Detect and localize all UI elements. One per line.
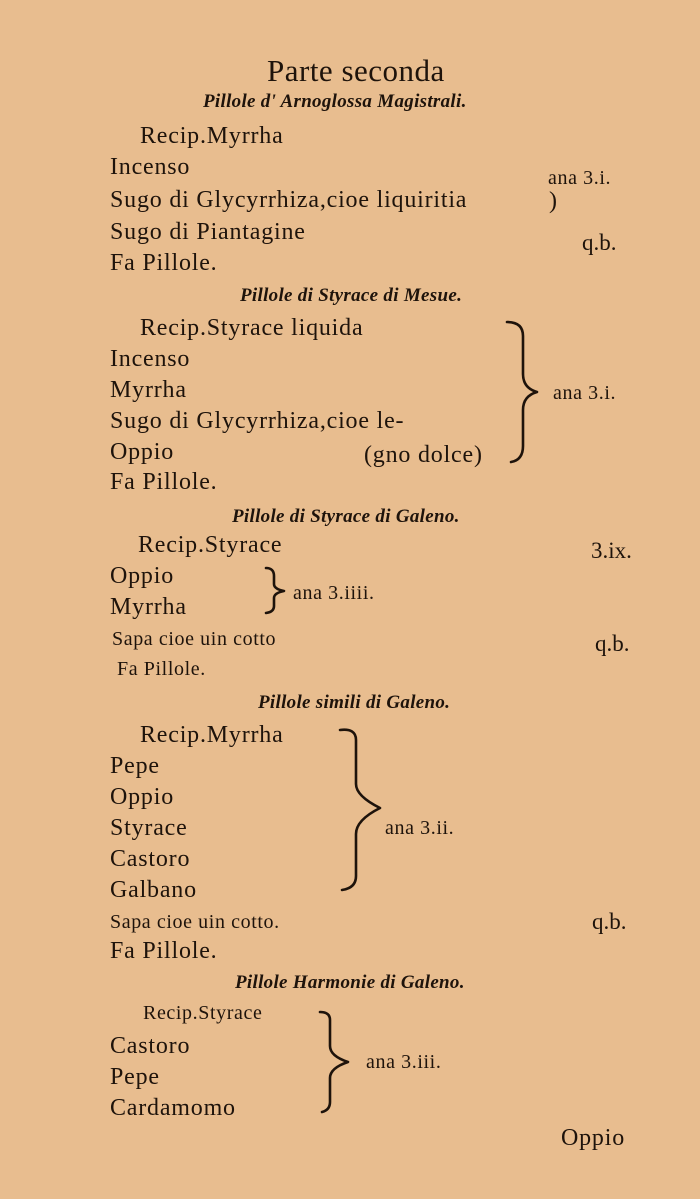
brace-icon — [338, 726, 388, 896]
ingredient-line: Castoro — [110, 846, 191, 872]
ingredient-line: Recip.Styrace — [143, 1002, 263, 1024]
ingredient-line: Sapa cioe uin cotto — [112, 628, 277, 650]
running-head: Parte seconda — [267, 53, 445, 88]
ingredient-line: Sugo di Glycyrrhiza,cioe le- — [110, 408, 405, 434]
quantum-label: q.b. — [582, 230, 617, 255]
brace-icon — [505, 318, 545, 468]
ingredient-line: Recip.Styrace — [138, 532, 283, 558]
instruction-line: Fa Pillole. — [110, 469, 218, 495]
dose-label: 3.ix. — [591, 538, 632, 563]
dose-label: ana 3.i. — [553, 382, 617, 404]
ingredient-line: Cardamomo — [110, 1095, 236, 1121]
ingredient-line: Sugo di Glycyrrhiza,cioe liquiritia — [110, 187, 468, 213]
ingredient-line: Recip.Styrace liquida — [140, 315, 364, 341]
quantum-label: q.b. — [592, 909, 627, 934]
ingredient-line: Galbano — [110, 877, 197, 903]
recipe-title: Pillole Harmonie di Galeno. — [235, 972, 465, 993]
ingredient-line: Pepe — [110, 753, 160, 779]
catchword: Oppio — [561, 1125, 625, 1151]
dose-label: ana 3.iii. — [366, 1051, 442, 1073]
dose-label: ana 3.ii. — [385, 817, 455, 839]
ingredient-line: Myrrha — [110, 377, 187, 403]
instruction-line: Fa Pillole. — [110, 250, 218, 276]
ingredient-line: Sapa cioe uin cotto. — [110, 911, 280, 933]
recipe-title: Pillole di Styrace di Galeno. — [232, 506, 460, 527]
brace-icon — [318, 1010, 358, 1115]
instruction-line: Fa Pillole. — [117, 658, 206, 680]
ingredient-line: Oppio — [110, 563, 174, 589]
ingredient-line: Recip.Myrrha — [140, 722, 284, 748]
recipe-title: Pillole simili di Galeno. — [258, 692, 451, 713]
dose-label: ana 3.iiii. — [293, 582, 375, 604]
ingredient-line: Incenso — [110, 154, 191, 180]
recipe-title: Pillole di Styrace di Mesue. — [240, 285, 463, 306]
instruction-line: Fa Pillole. — [110, 938, 218, 964]
ingredient-continuation: (gno dolce) — [364, 442, 483, 468]
dose-label: ana 3.i. — [548, 167, 612, 189]
ingredient-line: Myrrha — [110, 594, 187, 620]
recipe-title: Pillole d' Arnoglossa Magistrali. — [203, 91, 467, 112]
ingredient-line: Incenso — [110, 346, 191, 372]
ingredient-line: Castoro — [110, 1033, 191, 1059]
ingredient-line: Recip.Myrrha — [140, 123, 284, 149]
ingredient-line: Styrace — [110, 815, 188, 841]
ingredient-line: Oppio — [110, 439, 174, 465]
brace-icon — [262, 566, 292, 616]
ingredient-line: Oppio — [110, 784, 174, 810]
ingredient-line: Sugo di Piantagine — [110, 219, 306, 245]
quantum-label: q.b. — [595, 631, 630, 656]
ingredient-line: Pepe — [110, 1064, 160, 1090]
closing-paren: ) — [549, 188, 558, 214]
